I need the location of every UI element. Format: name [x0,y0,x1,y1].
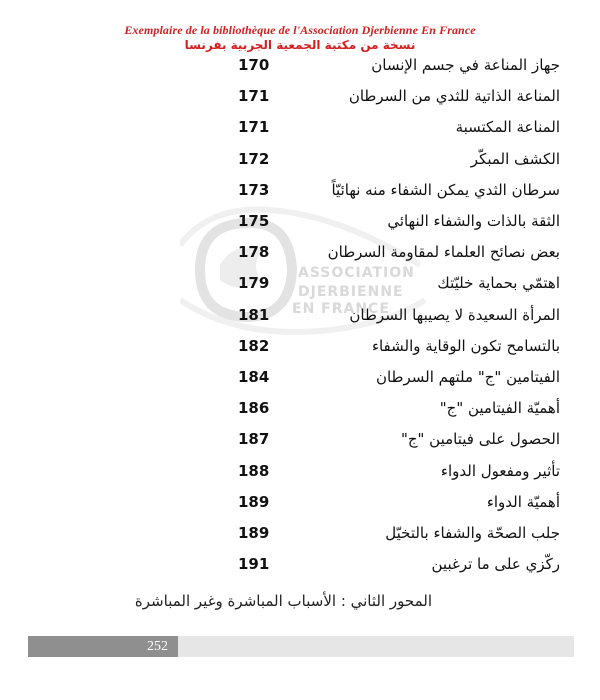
toc-entry-title: الحصول على فيتامين "ج" [400,430,560,449]
toc-entry-title: الكشف المبكّر [470,149,560,168]
toc-entry-title: جلب الصحّة والشفاء بالتخيّل [385,524,560,542]
toc-entry [238,549,560,579]
watermark-line-3: EN FRANCE [292,301,390,317]
toc-entry [238,112,560,142]
toc-page-number: 173 [238,180,270,199]
toc-entry [238,206,560,236]
toc-page-number: 181 [238,305,270,324]
toc-entry-title: المرأة السعيدة لا يصيبها السرطان [349,305,560,324]
toc-page-number: 179 [238,274,270,293]
toc-page-number: 186 [238,399,270,418]
toc-entry [238,81,560,111]
toc-page-number: 189 [238,524,270,542]
toc-entry [238,487,560,517]
toc-page-number: 184 [238,368,270,386]
toc-entry [238,331,560,361]
toc-page-number: 178 [238,243,270,262]
toc-page-number: 171 [238,118,270,137]
footer-bar [28,636,574,657]
toc-entry-title: اهتمّي بحماية خليّتك [437,274,560,293]
toc-entry [238,50,560,80]
toc-page-number: 171 [238,87,270,106]
toc-page-number: 187 [238,430,270,449]
toc-entry [238,393,560,423]
toc-entry [238,144,560,174]
toc-entry [238,268,560,298]
toc-entry [238,362,560,392]
toc-entry [238,237,560,267]
library-stamp-french: Exemplaire de la bibliothèque de l'Association Djerbienne En France [124,23,476,37]
toc-page-number: 188 [238,461,270,480]
toc-entry-title: سرطان الثدي يمكن الشفاء منه نهائيّاً [331,180,560,199]
watermark-line-2: DJERBIENNE [298,284,404,300]
toc-page-number: 182 [238,336,270,355]
toc-entry-title: بعض نصائح العلماء لمقاومة السرطان [327,243,560,262]
library-stamp-arabic: نسخة من مكتبة الجمعية الجربية بفرنسا [184,38,416,52]
toc-entry [238,456,560,486]
toc-entry-title: ركّزي على ما ترغبين [431,555,560,574]
toc-entry [238,300,560,330]
toc-entry-title: تأثير ومفعول الدواء [440,461,560,480]
toc-entry-title: أهميّة الدواء [486,492,560,511]
toc-page-number: 170 [238,56,270,74]
page-number: 252 [28,636,178,657]
toc-page-number: 172 [238,149,270,168]
toc-entry-title: الفيتامين "ج" ملتهم السرطان [375,368,560,386]
toc-entry [238,424,560,454]
toc-entry-title: جهاز المناعة في جسم الإنسان [371,56,560,74]
toc-entry [238,518,560,548]
toc-entry-title: المناعة المكتسبة [455,118,560,137]
toc-entry [238,175,560,205]
toc-entry-title: المناعة الذاتية للثدي من السرطان [348,87,560,106]
toc-page-number: 191 [238,555,270,574]
toc-entry-title: أهميّة الفيتامين "ج" [439,399,560,418]
watermark-line-1: ASSOCIATION [298,265,415,281]
toc-page-number: 189 [238,492,270,511]
section-heading: المحور الثاني : الأسباب المباشرة وغير المباشرة [134,592,432,610]
toc-entry-title: بالتسامح تكون الوقاية والشفاء [371,336,560,355]
toc-page-number: 175 [238,212,270,230]
toc-entry-title: الثقة بالذات والشفاء النهائي [387,212,560,230]
